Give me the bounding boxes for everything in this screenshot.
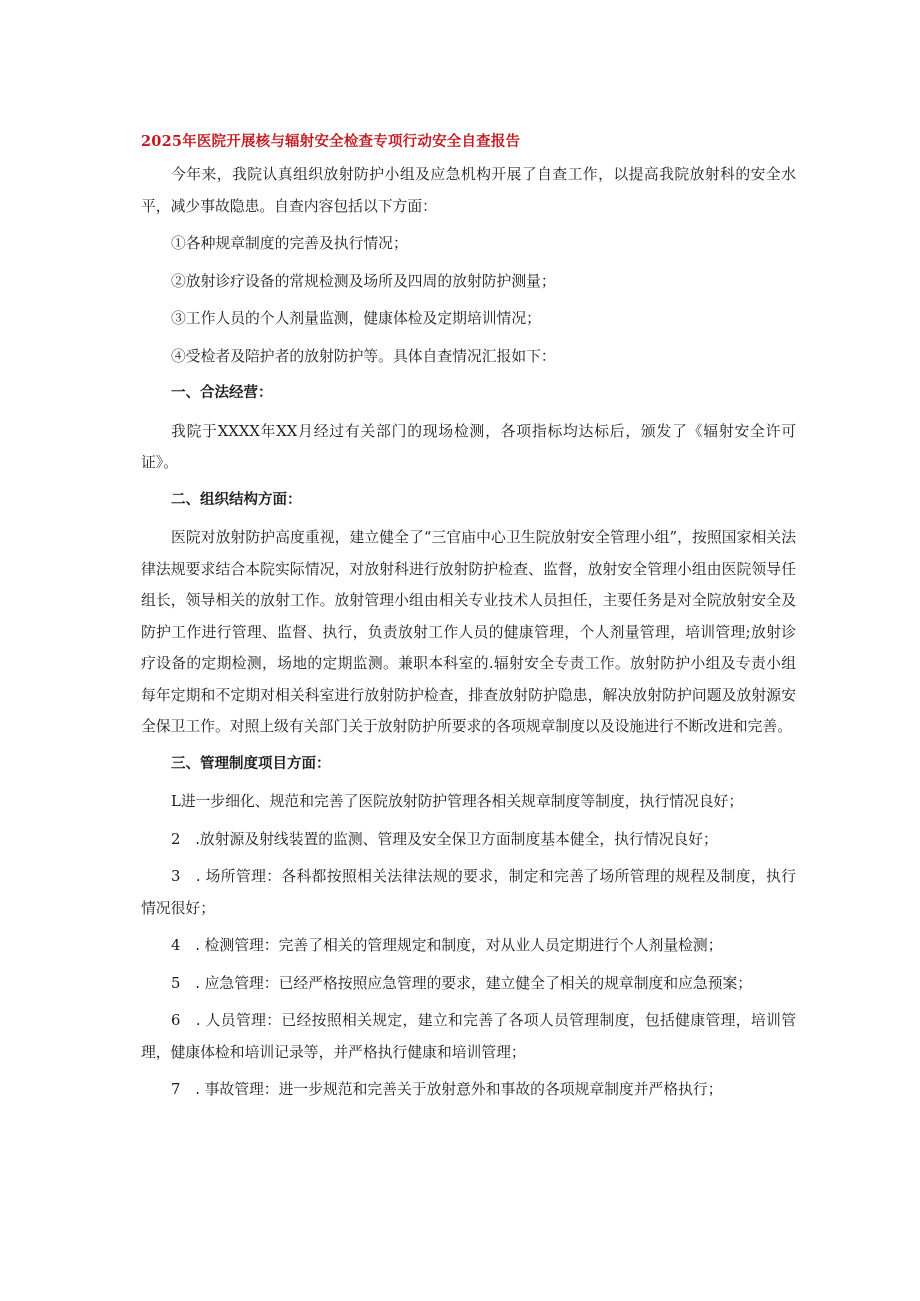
checklist-item-3: ③工作人员的个人剂量监测，健康体检及定期培训情况； <box>171 310 541 327</box>
intro-paragraph: 今年来，我院认真组织放射防护小组及应急机构开展了自查工作，以提高我院放射科的安全水平，减少事故隐患。自查内容包括以下方面： <box>141 166 796 215</box>
report-title-suffix: 安全自查报告 <box>432 133 521 150</box>
section-3-item-2: 2 .放射源及射线装置的监测、管理及安全保卫方面制度基本健全，执行情况良好； <box>171 830 718 848</box>
checklist-item-1: ①各种规章制度的完善及执行情况； <box>171 235 408 252</box>
checklist-item-2: ②放射诊疗设备的常规检测及场所及四周的放射防护测量； <box>171 272 556 290</box>
section-3-item-7: 7 . 事故管理：进一步规范和完善关于放射意外和事故的各项规章制度并严格执行； <box>171 1081 723 1098</box>
section-2-body: 医院对放射防护高度重视，建立健全了“三官庙中心卫生院放射安全管理小组”，按照国家相关法律法规要求结合本院实际情况，对放射科进行放射防护检查、监督，放射安全管理小组由医院领导任组长，领导相关的放射工作。放射管理小组由相关专业技术人员担任，主要任务是对全院放射安全及防护工作进行管理、监督、执行，负责放射工作人员的健康管理，个人剂量管理，培训管理;放射诊疗设备的定期检测，场地的定期监测。兼职本科室的.辐射安全专责工作。放射防护小组及专责小组每年定期和不定期对相关科室进行放射防护检查，排查放射防护隐患，解决放射防护问题及放射源安全保卫工作。对照上级有关部门关于放射防护所要求的各项规章制度以及设施进行不断改进和完善。 <box>141 529 796 735</box>
checklist-item-4: ④受检者及陪护者的放射防护等。具体自查情况汇报如下： <box>171 347 556 365</box>
report-title <box>141 131 796 153</box>
report-title-prefix: 2025年医院开展核与辐射安全检查专项行动 <box>141 133 433 150</box>
section-3-heading: 三、管理制度项目方面： <box>171 755 331 772</box>
section-1-body: 我院于XXXX年XX月经过有关部门的现场检测，各项指标均达标后，颁发了《辐射安全许可证》。 <box>141 422 796 471</box>
section-3-item-5: 5 . 应急管理：已经严格按照应急管理的要求，建立健全了相关的规章制度和应急预案； <box>171 974 753 992</box>
section-3-item-4: 4 . 检测管理：完善了相关的管理规定和制度，对从业人员定期进行个人剂量检测； <box>171 937 723 954</box>
section-2-heading: 二、组织结构方面： <box>171 491 302 508</box>
section-3-item-1: L进一步细化、规范和完善了医院放射防护管理各相关规章制度等制度，执行情况良好； <box>171 793 744 810</box>
section-3-item-6: 6 . 人员管理：已经按照相关规定，建立和完善了各项人员管理制度，包括健康管理，培训管理，健康体检和培训记录等，并严格执行健康和培训管理； <box>141 1012 796 1061</box>
section-3-item-3: 3 . 场所管理：各科都按照相关法律法规的要求，制定和完善了场所管理的规程及制度，执行情况很好； <box>141 868 796 917</box>
document-body <box>141 131 796 1106</box>
section-1-heading: 一、合法经营： <box>171 385 273 401</box>
